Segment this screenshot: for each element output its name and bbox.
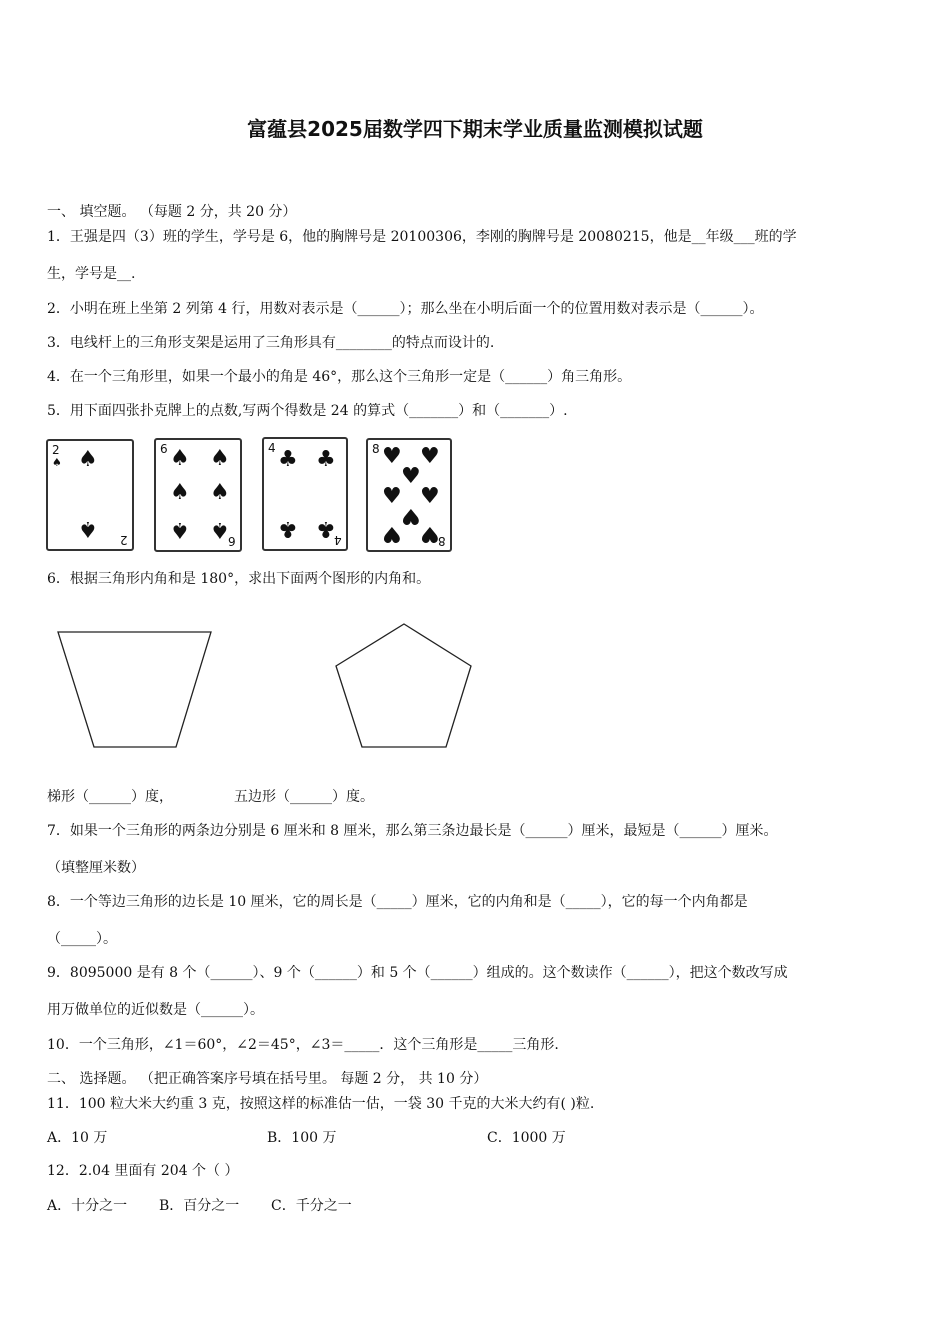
heart-icon: ♥ (420, 484, 440, 509)
card-rank: 4 (334, 533, 342, 547)
question-12: 12．2.04 里面有 204 个（ ） (47, 1163, 239, 1179)
playing-card-4-club (262, 437, 348, 551)
trapezoid-shape (58, 632, 211, 747)
question-1-line-2: 生，学号是__. (47, 266, 136, 282)
question-11: 11．100 粒大米大约重 3 克，按照这样的标准估一估，一袋 30 千克的大米大约有( )粒. (47, 1096, 595, 1112)
card-rank: 4 (268, 441, 276, 455)
spade-icon: ♠ (170, 480, 190, 505)
question-6: 6．根据三角形内角和是 180°，求出下面两个图形的内角和。 (47, 571, 431, 587)
question-11-option-c: C．1000 万 (487, 1130, 566, 1146)
question-2: 2．小明在班上坐第 2 列第 4 行，用数对表示是（______）；那么坐在小明后面一个的位置用数对表示是（______）。 (47, 301, 764, 317)
question-12-option-b: B．百分之一 (159, 1198, 240, 1214)
pentagon-shape (336, 624, 471, 747)
question-9-line-1: 9．8095000 是有 8 个（______）、9 个（______）和 5 个（______）组成的。这个数读作（______），把这个数改写成 (47, 965, 788, 981)
question-7-line-2: （填整厘米数） (47, 860, 145, 876)
heart-icon: ♥ (382, 484, 402, 509)
question-7-line-1: 7．如果一个三角形的两条边分别是 6 厘米和 8 厘米，那么第三条边最长是（______）厘米，最短是（______）厘米。 (47, 823, 778, 839)
card-rank: 8 (372, 442, 380, 456)
spade-icon: ♠ (78, 447, 98, 472)
question-9-line-2: 用万做单位的近似数是（______）。 (47, 1002, 264, 1018)
heart-icon: ♥ (401, 503, 421, 528)
heart-icon: ♥ (382, 521, 402, 546)
playing-card-8-heart (366, 438, 452, 552)
question-12-option-c: C．千分之一 (271, 1198, 352, 1214)
card-rank: 6 (160, 442, 168, 456)
club-icon: ♣ (316, 516, 336, 541)
section-2-heading: 二、 选择题。 （把正确答案序号填在括号里。 每题 2 分， 共 10 分） (47, 1071, 488, 1087)
shapes-figure (40, 600, 490, 770)
trapezoid-answer: 梯形（______）度， (47, 789, 173, 805)
heart-icon: ♥ (420, 444, 440, 469)
question-3: 3．电线杆上的三角形支架是运用了三角形具有________的特点而设计的. (47, 335, 495, 351)
spade-icon: ♠ (78, 516, 98, 541)
heart-icon: ♥ (382, 444, 402, 469)
spade-icon: ♠ (52, 456, 62, 469)
spade-icon: ♠ (170, 446, 190, 471)
question-11-option-a: A．10 万 (47, 1130, 108, 1146)
question-10: 10．一个三角形，∠1＝60°，∠2＝45°，∠3＝_____．这个三角形是_____三角形. (47, 1037, 559, 1053)
card-rank: 8 (438, 534, 446, 548)
club-icon: ♣ (278, 447, 298, 472)
spade-icon: ♠ (210, 446, 230, 471)
question-5: 5．用下面四张扑克牌上的点数,写两个得数是 24 的算式（_______）和（_______）. (47, 403, 568, 419)
playing-card-6-spade (154, 438, 242, 552)
question-11-option-b: B．100 万 (267, 1130, 337, 1146)
spade-icon: ♠ (210, 480, 230, 505)
card-rank: 2 (52, 443, 60, 457)
card-rank: 2 (120, 533, 128, 547)
question-12-option-a: A．十分之一 (47, 1198, 128, 1214)
playing-card-2-spade (46, 439, 134, 551)
pentagon-answer: 五边形（______）度。 (234, 789, 374, 805)
question-8-line-2: （_____）。 (47, 931, 117, 947)
club-icon: ♣ (278, 516, 298, 541)
spade-icon: ♠ (210, 517, 230, 542)
page-title: 富蕴县2025届数学四下期末学业质量监测模拟试题 (247, 117, 703, 141)
heart-icon: ♥ (420, 521, 440, 546)
question-4: 4．在一个三角形里，如果一个最小的角是 46°，那么这个三角形一定是（______）角三角形。 (47, 369, 632, 385)
question-8-line-1: 8．一个等边三角形的边长是 10 厘米，它的周长是（_____）厘米，它的内角和是（_____），它的每一个内角都是 (47, 894, 748, 910)
heart-icon: ♥ (401, 464, 421, 489)
spade-icon: ♠ (170, 517, 190, 542)
card-rank: 6 (228, 534, 236, 548)
question-1-line-1: 1．王强是四（3）班的学生，学号是 6，他的胸牌号是 20100306，李刚的胸牌号是 20080215，他是__年级___班的学 (47, 229, 797, 245)
club-icon: ♣ (316, 447, 336, 472)
section-1-heading: 一、 填空题。 （每题 2 分，共 20 分） (47, 204, 297, 220)
